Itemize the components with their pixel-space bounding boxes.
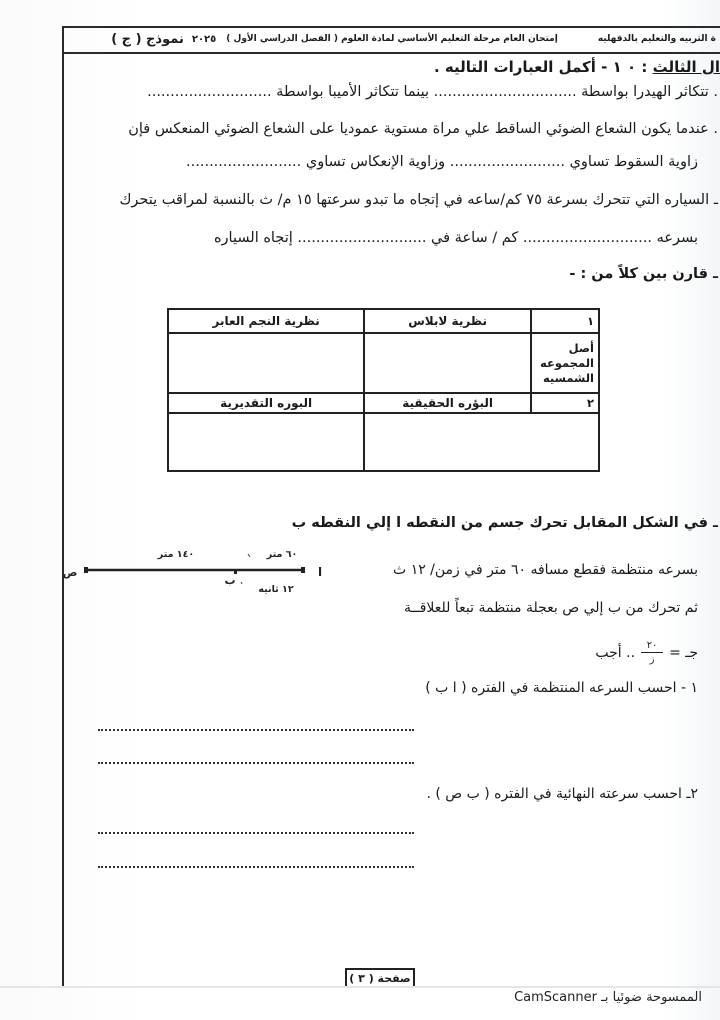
blank-hydra-amoeba: . تتكاثر الهيدرا بواسطة ............................... بينما تتكاثر الأميبا بواسطة ........................... [147, 84, 718, 100]
question-label: ال الثالث [652, 58, 720, 76]
compare-title: ـ قارن بين كلاً من : - [569, 266, 718, 282]
blank-car-2: بسرعه ............................ كم / ساعة في ............................ إتجاه السياره [213, 230, 698, 246]
motion-line-1: بسرعه منتظمة فقطع مسافه ٦٠ متر في زمن/ ١٢ ث [393, 562, 698, 578]
acceleration-formula [595, 640, 698, 665]
blank-car-1: ـ السياره التي تتحرك بسرعة ٧٥ كم/ساعه في إتجاه ما تبدو سرعتها ١٥ م/ ث بالنسبة لمراقب يتحرك [119, 192, 718, 208]
col-real-focus: البؤره الحقيقية [364, 393, 531, 413]
col-laplace: نظرية لابلاس [364, 309, 531, 333]
exam-year: ٢٠٢٥ [191, 33, 217, 45]
row-number-1: ١ [531, 309, 599, 333]
label-a: ا [317, 565, 323, 579]
formula-lhs: جـ = [669, 644, 698, 661]
tick-mark [248, 554, 250, 557]
label-dist-bs: ١٤٠ متر [157, 549, 195, 560]
scan-edge [0, 986, 720, 988]
label-b: ب [224, 574, 236, 587]
formula-tail: .. أجب [595, 644, 636, 661]
sub-question-1: ١ - احسب السرعه المنتظمة في الفتره ( ا ب ) [425, 680, 698, 696]
answer-cell[interactable] [168, 413, 364, 471]
table-row [168, 413, 599, 471]
point-s-marker [84, 567, 88, 573]
motion-line-2: ثم تحرك من ب إلي ص بعجلة منتظمة تبعاً للعلاقــة [404, 600, 698, 616]
point-a-marker [301, 567, 305, 573]
page-number: صفحة ( ٣ ) [345, 968, 415, 988]
blank-mirror-2: زاوية السقوط تساوي ......................... وزاوية الإنعكاس تساوي ......................... [186, 154, 698, 170]
answer-cell[interactable] [364, 333, 531, 393]
motion-diagram [58, 540, 338, 600]
answer-line[interactable] [98, 762, 414, 764]
question-instruction: : ٠ ١ - أكمل العبارات التاليه . [433, 58, 648, 76]
col-passing-star: نظرية النجم العابر [168, 309, 364, 333]
exam-title: إمتحان العام مرحلة التعليم الأساسي لمادة العلوم ( الفصل الدراسي الأول ) [226, 34, 558, 44]
exam-model: نموذج ( ج ) [111, 31, 184, 47]
answer-line[interactable] [98, 866, 414, 868]
motion-question-title: ـ في الشكل المقابل تحرك جسم من النقطه ا إلي النقطه ب [291, 515, 718, 531]
answer-cell[interactable] [364, 413, 599, 471]
sub-question-2: ٢ـ احسب سرعته النهائية في الفتره ( ب ص ) . [426, 786, 698, 802]
tick-mark [241, 582, 242, 584]
compare-table [167, 308, 600, 472]
blank-mirror-1: . عندما يكون الشعاع الضوئي الساقط علي مراة مستوية عموديا على الشعاع الضوئي المنعكس فإن [128, 121, 718, 137]
col-virtual-focus: البوره التقديرية [168, 393, 364, 413]
label-time-ab: ١٢ ثانيه [258, 584, 294, 595]
row-number-2: ٢ [531, 393, 599, 413]
answer-cell[interactable] [168, 333, 364, 393]
formula-denominator: ز [649, 654, 655, 665]
formula-fraction [641, 640, 663, 665]
row-label-origin: أصل المجموعه الشمسيه [531, 333, 599, 393]
label-s: ص [62, 566, 78, 579]
camscanner-watermark: الممسوحة ضوئيا بـ CamScanner [514, 990, 702, 1005]
formula-numerator: ٢٠ [646, 640, 658, 651]
table-row [168, 333, 599, 393]
exam-header [62, 26, 720, 54]
table-row [168, 393, 599, 413]
answer-line[interactable] [98, 832, 414, 834]
fraction-bar [641, 652, 663, 653]
answer-line[interactable] [98, 729, 414, 731]
question-3-title [434, 58, 720, 76]
table-row [168, 309, 599, 333]
label-dist-ab: ٦٠ متر [266, 549, 298, 560]
ministry-name: ة التربيه والتعليم بالدقهليه [597, 34, 716, 44]
page-border [62, 26, 720, 988]
